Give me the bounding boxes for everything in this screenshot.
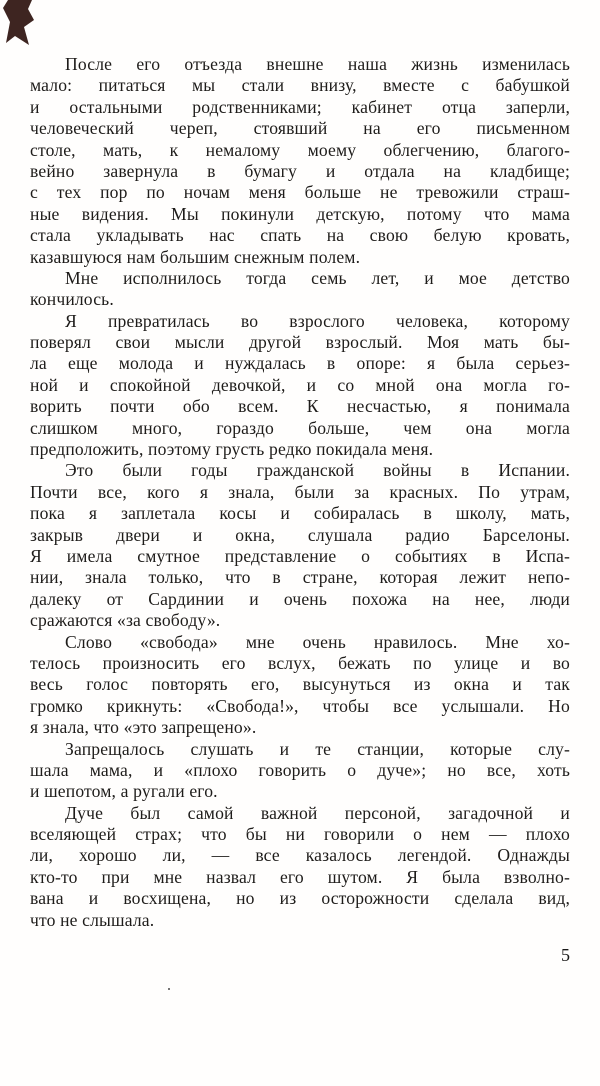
text-line: стала укладывать нас спать на свою белую кровать, (30, 225, 570, 246)
text-line: телось произносить его вслух, бежать по улице и во (30, 652, 570, 673)
ink-blot-artifact (3, 0, 37, 50)
text-line: человеческий череп, стоявший на его письменном (30, 118, 570, 139)
text-line: я знала, что «это запрещено». (30, 717, 257, 738)
text-line: Это были годы гражданской войны в Испании. (65, 460, 570, 481)
page-number: 5 (561, 945, 570, 965)
text-line: что не слышала. (30, 909, 155, 930)
text-line: Я превратилась во взрослого человека, которому (65, 310, 570, 331)
text-line: столе, мать, к немалому моему облегчению, благого- (30, 139, 570, 160)
text-line: закрыв двери и окна, слушала радио Барселоны. (30, 524, 570, 545)
text-line: весь голос повторять его, высунуться из окна и так (30, 674, 570, 695)
text-line: Почти все, кого я знала, были за красных. По утрам, (30, 481, 570, 502)
ink-blot-shape (3, 0, 34, 45)
text-line: и шепотом, а ругали его. (30, 781, 218, 802)
text-line: вейно завернула в бумагу и отдала на кладбище; (30, 160, 570, 181)
text-line: далеку от Сардинии и очень похожа на нее, люди (30, 588, 570, 609)
text-line: кто-то при мне назвал его шутом. Я была взволно- (30, 866, 570, 887)
text-line: ной и спокойной девочкой, и со мной она могла го- (30, 374, 570, 395)
text-line: Мне исполнилось тогда семь лет, и мое детство (65, 267, 570, 288)
text-line: и остальными родственниками; кабинет отца заперли, (30, 96, 570, 117)
text-line: шала мама, и «плохо говорить о дуче»; но все, хоть (30, 759, 570, 780)
text-line: кончилось. (30, 289, 114, 310)
text-line: Слово «свобода» мне очень нравилось. Мне хо- (65, 631, 570, 652)
text-line: предположить, поэтому грусть редко покидала меня. (30, 439, 434, 460)
text-line: громко крикнуть: «Свобода!», чтобы все услышали. Но (30, 695, 570, 716)
speck-artifact (168, 988, 170, 990)
text-line: ли, хорошо ли, — все казалось легендой. Однажды (30, 845, 570, 866)
text-line: поверял свои мысли другой взрослый. Моя мать бы- (30, 332, 570, 353)
text-line: мало: питаться мы стали внизу, вместе с бабушкой (30, 75, 570, 96)
text-line: вана и восхищена, но из осторожности сделала вид, (30, 888, 570, 909)
text-line: нии, знала только, что в стране, которая лежит непо- (30, 567, 570, 588)
text-line: ла еще молода и нуждалась в опоре: я была серьез- (30, 353, 570, 374)
text-line: слишком много, гораздо больше, чем она могла (30, 417, 570, 438)
text-line: Я имела смутное представление о событиях в Испа- (30, 545, 570, 566)
text-line: казавшуюся нам большим снежным полем. (30, 246, 361, 267)
text-line: Дуче был самой важной персоной, загадочной и (65, 802, 570, 823)
text-line: вселяющей страх; что бы ни говорили о нем — плохо (30, 824, 570, 845)
page-text (30, 54, 570, 931)
text-line: ворить почти обо всем. К несчастью, я понимала (30, 396, 570, 417)
text-line: пока я заплетала косы и собиралась в школу, мать, (30, 503, 570, 524)
text-line: с тех пор по ночам меня больше не тревожили страш- (30, 182, 570, 203)
text-line: ные видения. Мы покинули детскую, потому что мама (30, 203, 570, 224)
text-line: После его отъезда внешне наша жизнь изменилась (65, 54, 570, 74)
text-line: Запрещалось слушать и те станции, которые слу- (65, 738, 570, 759)
text-line: сражаются «за свободу». (30, 610, 221, 631)
